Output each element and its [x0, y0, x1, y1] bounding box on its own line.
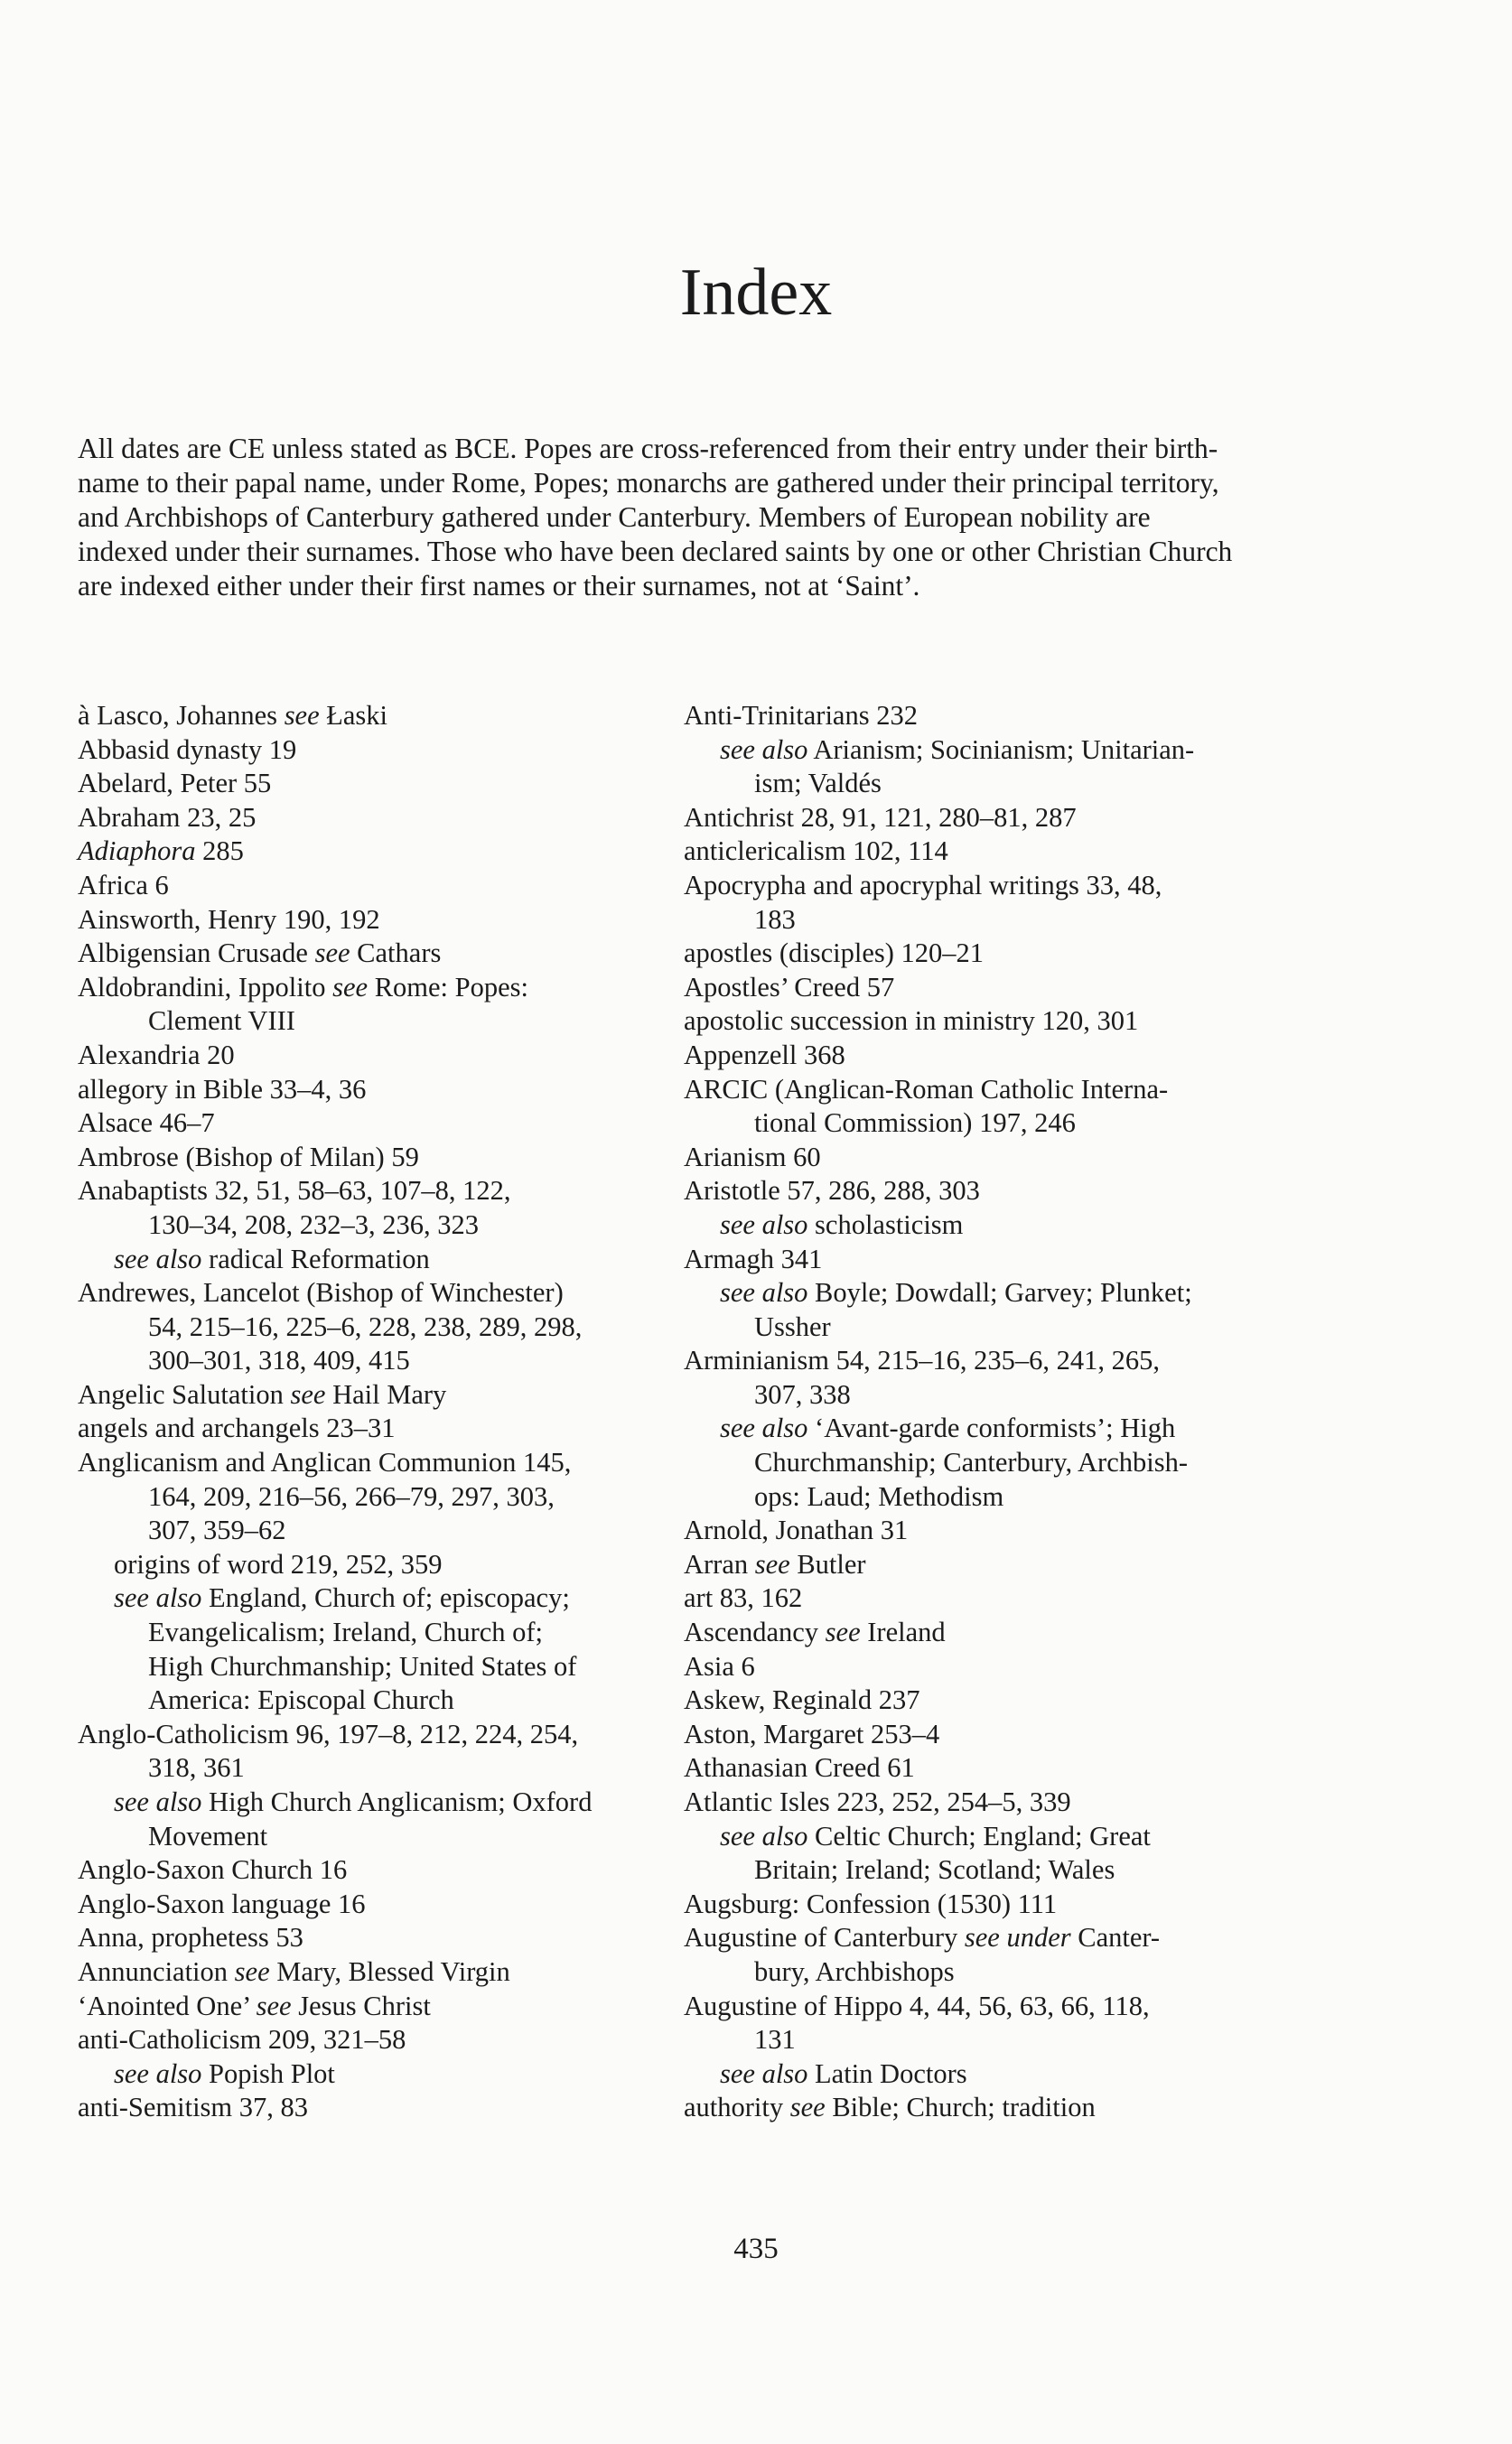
index-entry-line: Evangelicalism; Ireland, Church of; [148, 1617, 544, 1648]
index-subentry [78, 1548, 665, 1582]
index-entry [684, 699, 1280, 733]
index-entry [78, 733, 665, 768]
index-entry-line: see also England, Church of; episcopacy; [114, 1582, 570, 1614]
index-entry-line: Clement VIII [148, 1005, 295, 1037]
index-entry-line: Movement [148, 1820, 268, 1852]
index-entry-line: Atlantic Isles 223, 252, 254–5, 339 [684, 1786, 1071, 1817]
index-entry-line: 318, 361 [148, 1752, 245, 1784]
index-entry-line: Arminianism 54, 215–16, 235–6, 241, 265, [684, 1345, 1160, 1376]
index-entry-line: Ascendancy see Ireland [684, 1617, 946, 1648]
index-entry-line: ‘Anointed One’ see Jesus Christ [78, 1990, 431, 2021]
index-entry [78, 1073, 665, 1107]
page-number: 435 [733, 2233, 779, 2265]
index-entry [684, 937, 1280, 971]
index-subentry [78, 1243, 665, 1277]
index-entry-line: Abbasid dynasty 19 [78, 733, 297, 765]
index-entry-line: Arnold, Jonathan 31 [684, 1515, 909, 1546]
index-entry-line: 307, 338 [754, 1378, 851, 1410]
index-entry-line: Anabaptists 32, 51, 58–63, 107–8, 122, [78, 1175, 511, 1207]
index-entry [684, 835, 1280, 869]
index-entry-line: see also Boyle; Dowdall; Garvey; Plunket; [720, 1277, 1192, 1309]
index-entry [684, 1344, 1280, 1412]
index-entry [684, 1243, 1280, 1277]
index-entry [684, 1004, 1280, 1039]
index-entry [78, 1718, 665, 1786]
index-entry [684, 971, 1280, 1005]
index-entry-line: ism; Valdés [754, 768, 882, 799]
index-entry-line: angels and archangels 23–31 [78, 1413, 396, 1444]
index-entry-line: 183 [754, 903, 796, 935]
index-entry-line: Aston, Margaret 253–4 [684, 1718, 940, 1749]
index-subentry [684, 1276, 1280, 1344]
index-entry [78, 1174, 665, 1242]
index-entry-line: Augsburg: Confession (1530) 111 [684, 1888, 1058, 1919]
index-subentry [684, 733, 1280, 801]
index-entry [684, 1718, 1280, 1752]
index-entry-line: see also Arianism; Socinianism; Unitarian- [720, 733, 1195, 765]
index-entry-line: Asia 6 [684, 1650, 755, 1682]
index-entry-line: Abraham 23, 25 [78, 801, 257, 833]
index-entry [684, 1039, 1280, 1073]
index-entry-line: ops: Laud; Methodism [754, 1480, 1004, 1512]
index-column-right [684, 699, 1280, 2125]
index-entry [78, 937, 665, 971]
index-column-left [78, 699, 665, 2125]
index-entry [78, 1039, 665, 1073]
index-entry [684, 1684, 1280, 1718]
index-entry [78, 699, 665, 733]
index-entry-line: Albigensian Crusade see Cathars [78, 937, 442, 969]
index-entry-line: see also Celtic Church; England; Great [720, 1820, 1151, 1852]
index-entry-line: ARCIC (Anglican-Roman Catholic Interna- [684, 1073, 1169, 1105]
index-entry-line: 131 [754, 2024, 796, 2056]
index-entry [78, 1141, 665, 1175]
index-entry-line: Abelard, Peter 55 [78, 768, 272, 799]
index-entry-line: tional Commission) 197, 246 [754, 1107, 1076, 1139]
index-entry-line: Athanasian Creed 61 [684, 1752, 915, 1784]
index-entry-line: bury, Archbishops [754, 1955, 955, 1987]
index-entry [684, 801, 1280, 835]
index-entry-line: apostles (disciples) 120–21 [684, 937, 985, 969]
index-entry-line: 130–34, 208, 232–3, 236, 323 [148, 1208, 479, 1240]
index-entry-line: Antichrist 28, 91, 121, 280–81, 287 [684, 801, 1077, 833]
index-entry-line: anti-Semitism 37, 83 [78, 2092, 309, 2123]
index-entry [78, 1276, 665, 1378]
index-entry-line: Ainsworth, Henry 190, 192 [78, 903, 380, 935]
index-subentry [684, 1412, 1280, 1514]
index-entry-line: Appenzell 368 [684, 1039, 845, 1070]
index-entry-line: art 83, 162 [684, 1582, 803, 1614]
index-entry-line: Anti-Trinitarians 232 [684, 700, 918, 731]
index-entry [684, 1888, 1280, 1922]
index-entry-line: origins of word 219, 252, 359 [114, 1548, 443, 1580]
index-entry-line: Adiaphora 285 [78, 835, 244, 867]
index-entry-line: Apostles’ Creed 57 [684, 971, 895, 1003]
index-entry-line: Annunciation see Mary, Blessed Virgin [78, 1955, 510, 1987]
index-subentry [684, 2057, 1280, 2092]
index-subentry [78, 2057, 665, 2092]
index-entry [684, 1174, 1280, 1208]
index-entry-line: Ambrose (Bishop of Milan) 59 [78, 1141, 419, 1172]
index-entry [78, 1106, 665, 1141]
index-entry-line: authority see Bible; Church; tradition [684, 2092, 1096, 2123]
index-entry [78, 1412, 665, 1446]
index-entry [684, 869, 1280, 937]
index-entry-line: see also ‘Avant-garde conformists’; High [720, 1413, 1176, 1444]
index-entry [78, 2023, 665, 2057]
index-entry-line: Augustine of Hippo 4, 44, 56, 63, 66, 118, [684, 1990, 1150, 2021]
index-entry-line: see also scholasticism [720, 1208, 964, 1240]
index-subentry [684, 1208, 1280, 1243]
index-entry [684, 1073, 1280, 1141]
index-entry-line: Alexandria 20 [78, 1039, 235, 1070]
index-entry-line: Andrewes, Lancelot (Bishop of Winchester) [78, 1277, 564, 1309]
index-entry-line: Arianism 60 [684, 1141, 821, 1172]
index-subentry [684, 1820, 1280, 1888]
index-entry [684, 1751, 1280, 1786]
index-entry-line: 307, 359–62 [148, 1515, 286, 1546]
index-entry-line: Churchmanship; Canterbury, Archbish- [754, 1447, 1189, 1479]
index-entry-line: Ussher [754, 1311, 831, 1342]
index-entry [684, 1650, 1280, 1684]
index-entry-line: see also Popish Plot [114, 2057, 335, 2089]
index-entry [78, 1955, 665, 1990]
index-entry-line: Alsace 46–7 [78, 1107, 215, 1139]
index-entry-line: see also Latin Doctors [720, 2057, 967, 2089]
index-entry [78, 971, 665, 1039]
index-entry [684, 1921, 1280, 1989]
index-entry-line: Angelic Salutation see Hail Mary [78, 1378, 447, 1410]
index-entry-line: Apocrypha and apocryphal writings 33, 48, [684, 869, 1162, 900]
index-entry [78, 1921, 665, 1955]
index-entry-line: Britain; Ireland; Scotland; Wales [754, 1854, 1115, 1886]
index-entry-line: America: Episcopal Church [148, 1684, 454, 1716]
index-entry-line: allegory in Bible 33–4, 36 [78, 1073, 367, 1105]
index-entry-line: 164, 209, 216–56, 266–79, 297, 303, [148, 1480, 555, 1512]
index-entry-line: Augustine of Canterbury see under Canter- [684, 1922, 1161, 1954]
index-entry [78, 1888, 665, 1922]
index-entry-line: Askew, Reginald 237 [684, 1684, 920, 1716]
index-entry [78, 869, 665, 903]
index-entry-line: Anna, prophetess 53 [78, 1922, 303, 1954]
index-entry [78, 1446, 665, 1548]
index-entry [684, 1786, 1280, 1820]
index-entry-line: anticlericalism 102, 114 [684, 835, 948, 867]
index-entry [78, 903, 665, 937]
index-entry [78, 2091, 665, 2125]
index-entry-line: Anglo-Saxon Church 16 [78, 1854, 348, 1886]
index-entry-line: anti-Catholicism 209, 321–58 [78, 2024, 406, 2056]
index-entry [684, 1990, 1280, 2057]
index-entry-line: Anglo-Saxon language 16 [78, 1888, 366, 1919]
index-entry [684, 1616, 1280, 1650]
index-entry-line: Armagh 341 [684, 1243, 823, 1274]
index-subentry [78, 1581, 665, 1717]
index-entry-line: see also radical Reformation [114, 1243, 430, 1274]
index-entry-line: Anglo-Catholicism 96, 197–8, 212, 224, 254, [78, 1718, 579, 1749]
index-entry-line: 54, 215–16, 225–6, 228, 238, 289, 298, [148, 1311, 583, 1342]
index-entry-line: apostolic succession in ministry 120, 301 [684, 1005, 1139, 1037]
index-entry-line: Anglicanism and Anglican Communion 145, [78, 1447, 572, 1479]
index-entry-line: Africa 6 [78, 869, 169, 900]
index-entry-line: à Lasco, Johannes see Łaski [78, 700, 388, 731]
index-introduction: All dates are CE unless stated as BCE. Popes are cross-referenced from their entry under their birth-name to their papal name, under Rome, Popes; monarchs are gathered under their principal territory, and Archbishops of Canterbury gathered under Canterbury. Members of European nobility are indexed under their surnames. Those who have been declared saints by one or other Christian Church are indexed either under their first names or their surnames, not at ‘Saint’. [78, 433, 1233, 602]
index-entry [78, 1990, 665, 2024]
index-entry-line: 300–301, 318, 409, 415 [148, 1345, 410, 1376]
index-entry [684, 2091, 1280, 2125]
index-entry-line: see also High Church Anglicanism; Oxford [114, 1786, 593, 1817]
index-entry-line: Arran see Butler [684, 1548, 866, 1580]
index-entry [78, 835, 665, 869]
index-entry-line: High Churchmanship; United States of [148, 1650, 577, 1682]
index-entry [78, 801, 665, 835]
index-entry-line: Aldobrandini, Ippolito see Rome: Popes: [78, 971, 528, 1003]
index-entry [684, 1548, 1280, 1582]
page-title: Index [679, 256, 833, 330]
index-entry [684, 1514, 1280, 1548]
index-entry [684, 1581, 1280, 1616]
index-entry-line: Aristotle 57, 286, 288, 303 [684, 1175, 980, 1207]
index-entry [78, 1378, 665, 1413]
index-entry [684, 1141, 1280, 1175]
index-entry [78, 767, 665, 801]
index-subentry [78, 1786, 665, 1853]
index-entry [78, 1853, 665, 1888]
